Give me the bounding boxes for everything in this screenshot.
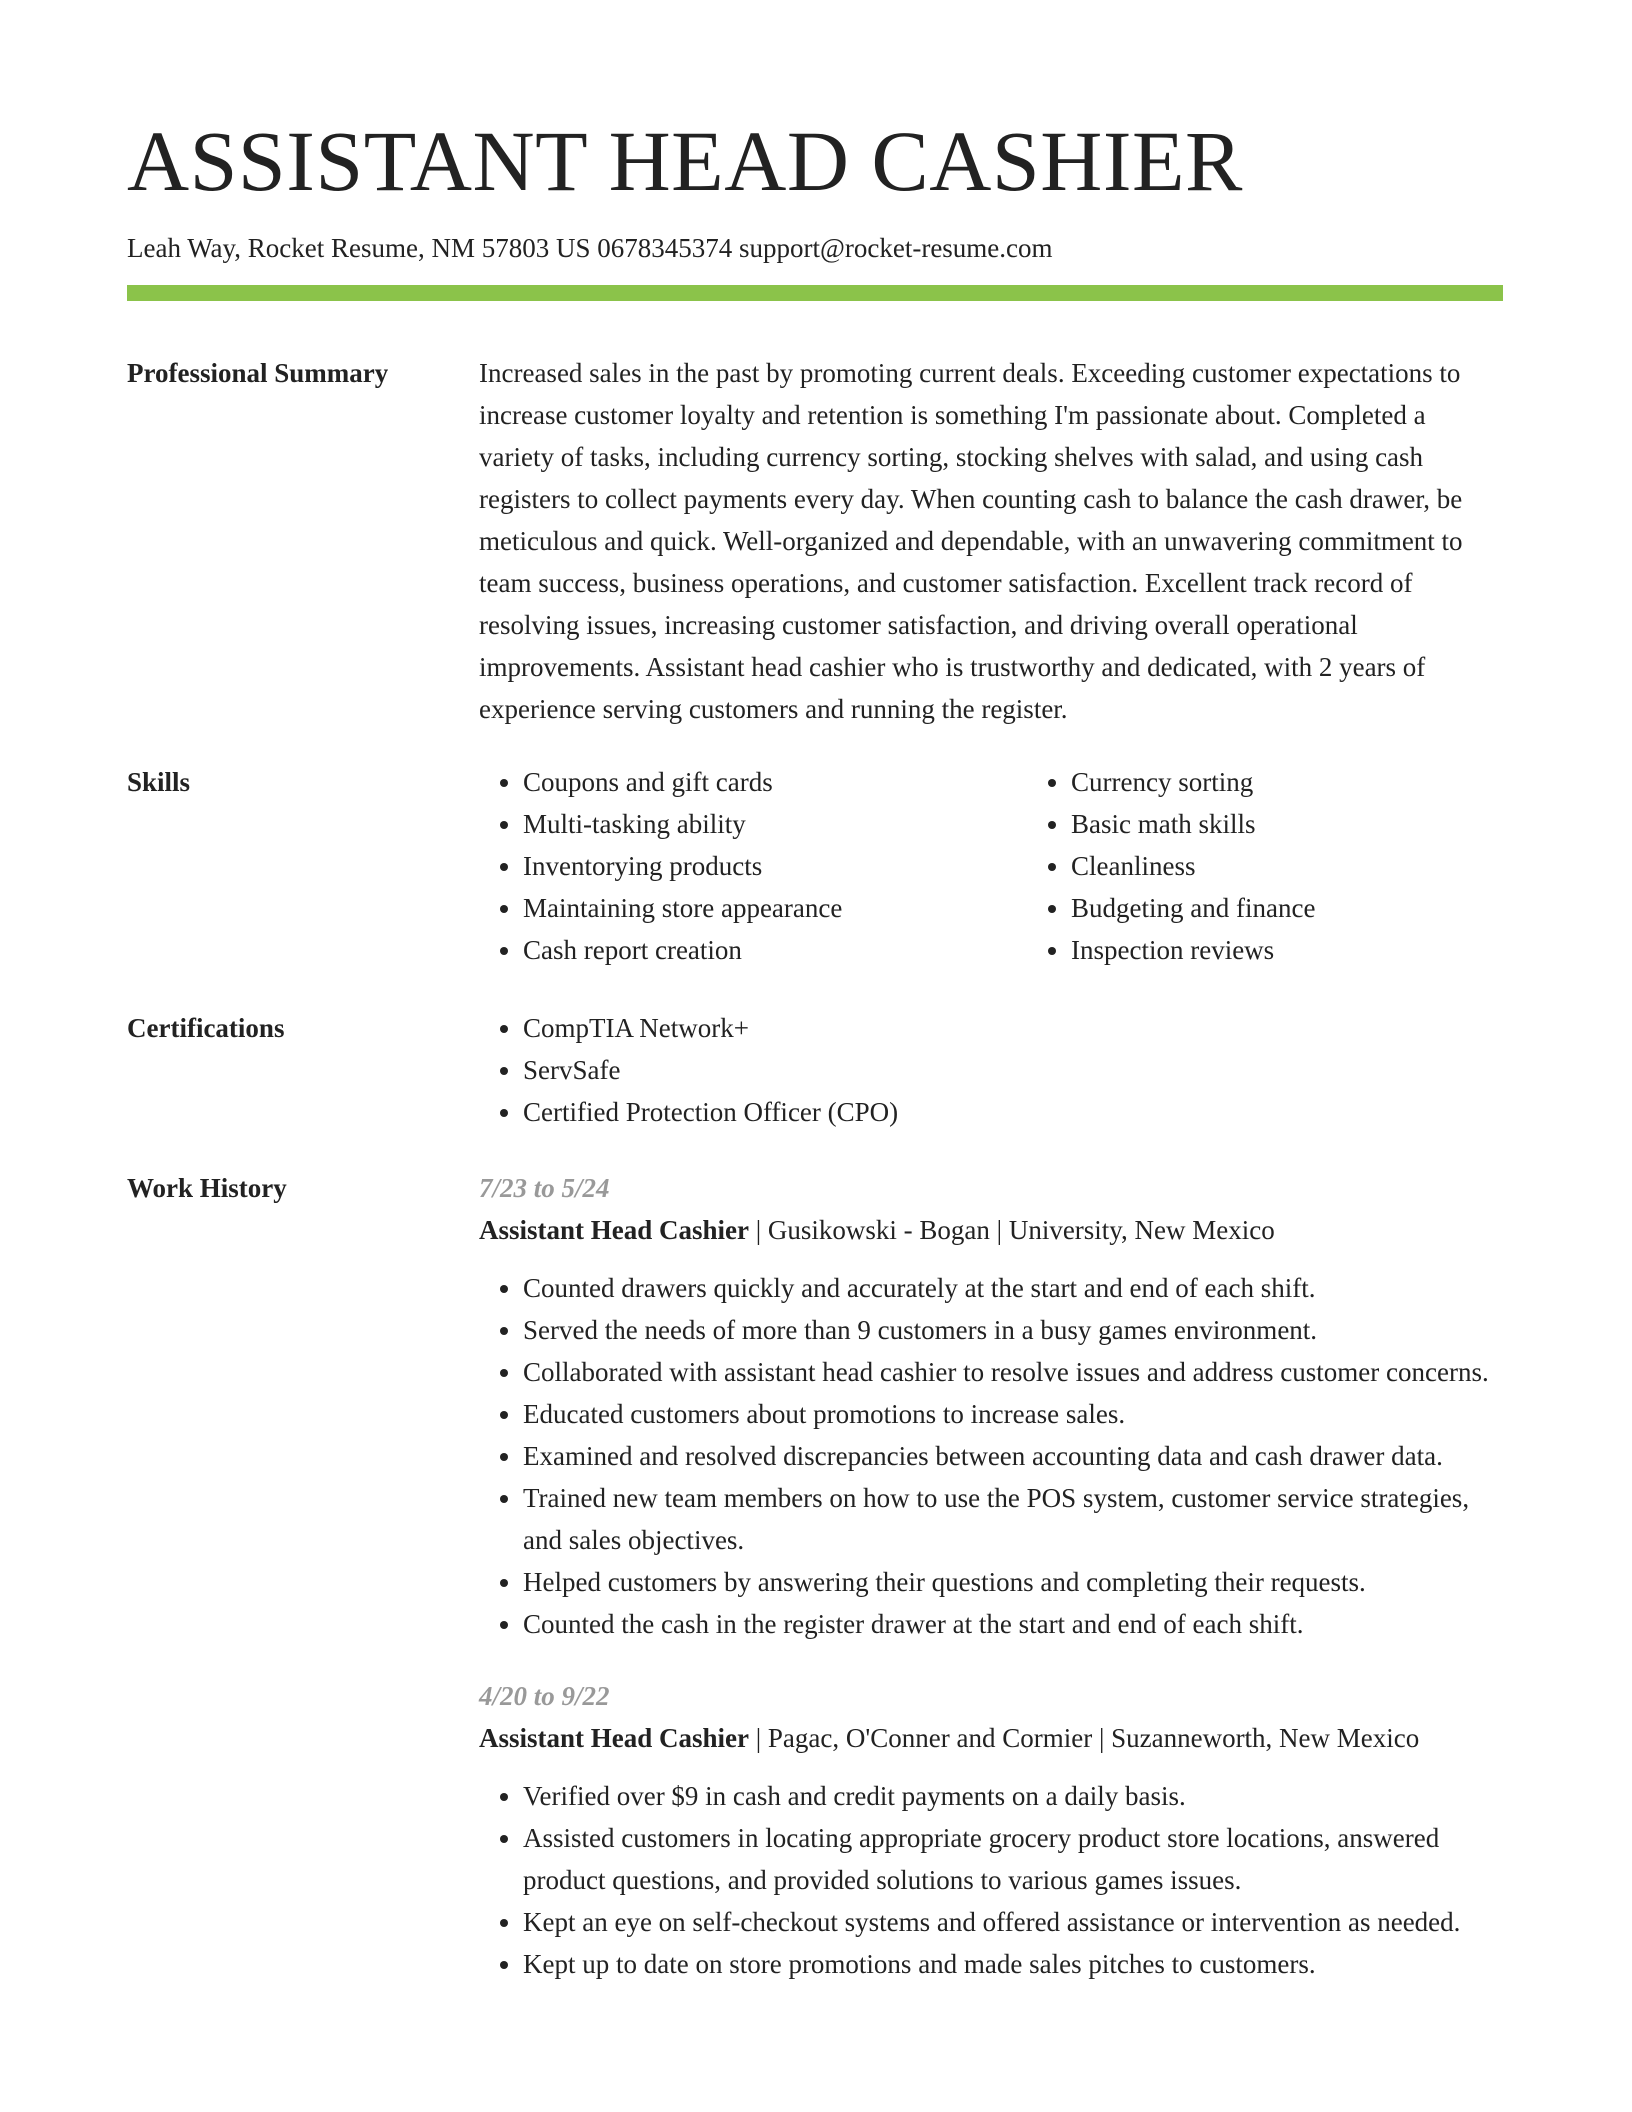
job-bullet: • Helped customers by answering their questions and completing their requests. xyxy=(523,1561,1503,1603)
skills-list-right xyxy=(1027,761,1571,971)
skills-list-left xyxy=(479,761,1027,971)
work-history-heading: Work History xyxy=(127,1173,287,1203)
skill-item: • Currency sorting xyxy=(1071,761,1571,803)
work-history-section xyxy=(127,1167,1503,2015)
skill-item: • Basic math skills xyxy=(1071,803,1571,845)
skill-item: • Inventorying products xyxy=(523,845,1027,887)
summary-heading: Professional Summary xyxy=(127,358,389,388)
job-heading xyxy=(479,1717,1503,1759)
job-bullet: • Counted drawers quickly and accurately at the start and end of each shift. xyxy=(523,1267,1503,1309)
certification-item: • ServSafe xyxy=(523,1049,1503,1091)
skill-item: • Maintaining store appearance xyxy=(523,887,1027,929)
skill-item: • Multi-tasking ability xyxy=(523,803,1027,845)
skill-item: • Budgeting and finance xyxy=(1071,887,1571,929)
certifications-section xyxy=(127,1007,1503,1133)
job-bullet: • Trained new team members on how to use the POS system, customer service strategies, and sales objectives. xyxy=(523,1477,1503,1561)
job-bullet: • Collaborated with assistant head cashier to resolve issues and address customer concerns. xyxy=(523,1351,1503,1393)
job-bullet: • Served the needs of more than 9 customers in a busy games environment. xyxy=(523,1309,1503,1351)
job-employer-location: | Pagac, O'Conner and Cormier | Suzanneworth, New Mexico xyxy=(749,1723,1420,1753)
summary-section xyxy=(127,352,1503,730)
job-bullet: • Examined and resolved discrepancies between accounting data and cash drawer data. xyxy=(523,1435,1503,1477)
job-dates: 4/20 to 9/22 xyxy=(479,1681,610,1711)
certifications-heading: Certifications xyxy=(127,1013,285,1043)
job-bullets xyxy=(479,1775,1503,1985)
job-entry xyxy=(479,1167,1503,1645)
resume-title: ASSISTANT HEAD CASHIER xyxy=(127,113,1243,209)
skill-item: • Cash report creation xyxy=(523,929,1027,971)
job-title: Assistant Head Cashier xyxy=(479,1723,750,1753)
summary-text: Increased sales in the past by promoting current deals. Exceeding customer expectations to increase customer loyalty and retention is something I'm passionate about. Completed a variety of tasks, including currency sorting, stocking shelves with salad, and using cash registers to collect payments every day. When counting cash to balance the cash drawer, be meticulous and quick. Well-organized and dependable, with an unwavering commitment to team success, business operations, and customer satisfaction. Excellent track record of resolving issues, increasing customer satisfaction, and driving overall operational improvements. Assistant head cashier who is trustworthy and dedicated, with 2 years of experience serving customers and running the register. xyxy=(479,358,1463,724)
job-employer-location: | Gusikowski - Bogan | University, New Mexico xyxy=(749,1215,1275,1245)
job-bullet: • Assisted customers in locating appropriate grocery product store locations, answered product questions, and provided solutions to various games issues. xyxy=(523,1817,1503,1901)
job-title: Assistant Head Cashier xyxy=(479,1215,750,1245)
job-bullet: • Counted the cash in the register drawer at the start and end of each shift. xyxy=(523,1603,1503,1645)
certifications-list xyxy=(479,1007,1503,1133)
job-bullet: • Verified over $9 in cash and credit payments on a daily basis. xyxy=(523,1775,1503,1817)
certification-item: • Certified Protection Officer (CPO) xyxy=(523,1091,1503,1133)
job-dates: 7/23 to 5/24 xyxy=(479,1173,610,1203)
skill-item: • Cleanliness xyxy=(1071,845,1571,887)
skills-heading: Skills xyxy=(127,767,191,797)
resume-content xyxy=(127,352,1503,2046)
job-bullet: • Kept up to date on store promotions and made sales pitches to customers. xyxy=(523,1943,1503,1985)
skills-grid xyxy=(479,761,1571,971)
skill-item: • Coupons and gift cards xyxy=(523,761,1027,803)
job-heading xyxy=(479,1209,1503,1251)
skills-section xyxy=(127,761,1503,971)
contact-line: Leah Way, Rocket Resume, NM 57803 US 0678345374 support@rocket-resume.com xyxy=(127,233,1053,263)
job-bullet: • Educated customers about promotions to increase sales. xyxy=(523,1393,1503,1435)
job-bullets xyxy=(479,1267,1503,1645)
skill-item: • Inspection reviews xyxy=(1071,929,1571,971)
job-bullet: • Kept an eye on self-checkout systems and offered assistance or intervention as needed. xyxy=(523,1901,1503,1943)
accent-divider xyxy=(127,285,1503,301)
certification-item: • CompTIA Network+ xyxy=(523,1007,1503,1049)
job-entry xyxy=(479,1675,1503,1985)
